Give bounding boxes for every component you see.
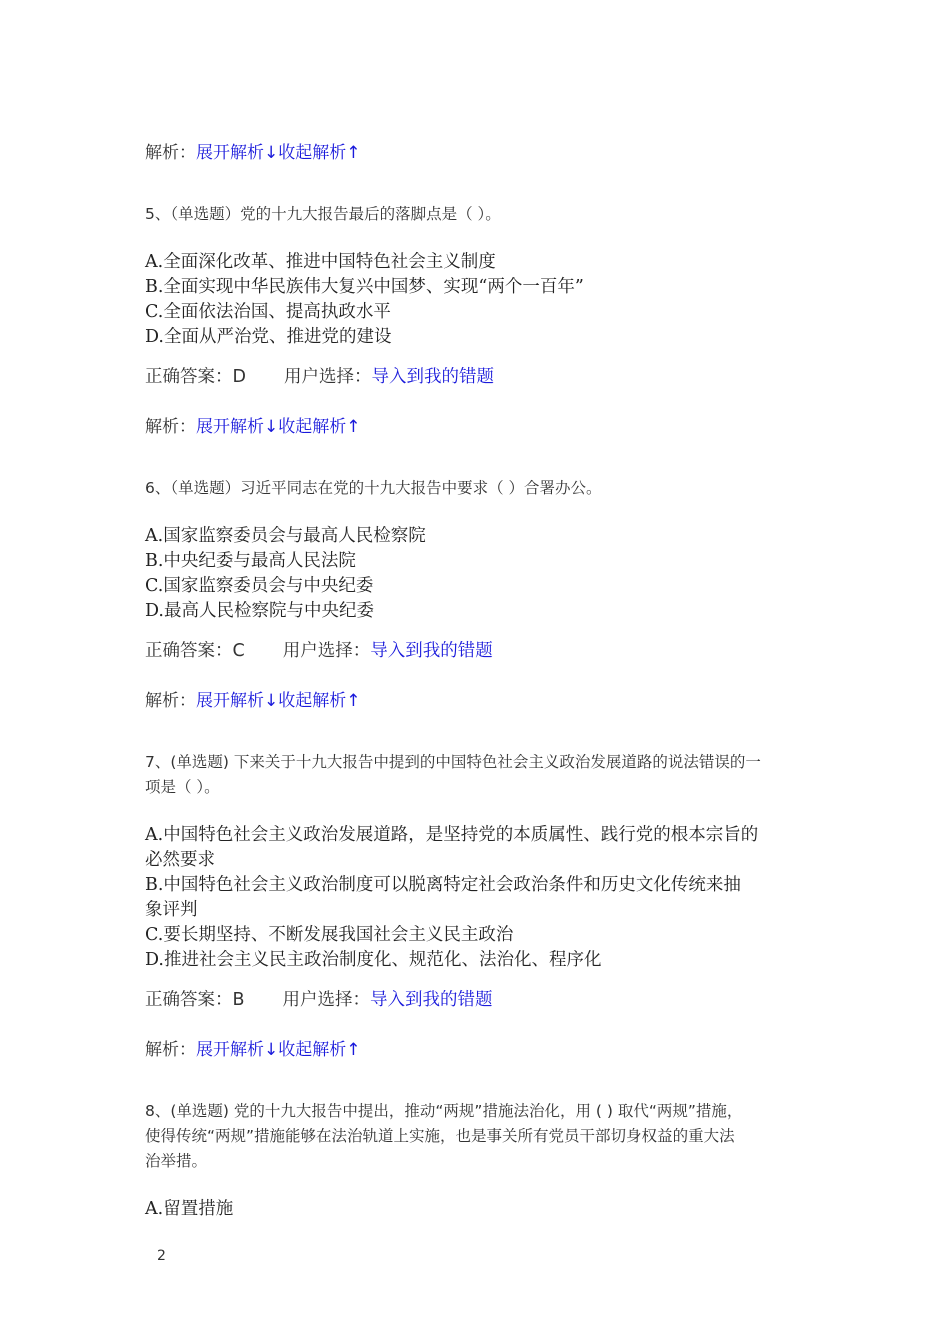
q5-answer-row	[145, 363, 494, 388]
question-7-title-line-2: 项是（ ）。	[145, 778, 220, 796]
analysis-row-q6	[145, 686, 361, 711]
q7-option-b-cont: 象评判	[145, 900, 198, 920]
q5-option-b: B.全面实现中华民族伟大复兴中国梦、实现“两个一百年”	[145, 277, 584, 297]
question-5-title: 5、（单选题）党的十九大报告最后的落脚点是（ ）。	[145, 205, 501, 223]
user-choice-label: 用户选择：	[282, 641, 371, 661]
question-6-title: 6、（单选题）习近平同志在党的十九大报告中要求（ ）合署办公。	[145, 479, 602, 497]
analysis-label: 解析：	[145, 417, 196, 437]
user-choice-label: 用户选择：	[283, 367, 372, 387]
correct-answer-value: B	[232, 990, 245, 1010]
page-number: 2	[157, 1248, 166, 1264]
correct-answer-label: 正确答案：	[145, 367, 233, 387]
question-8-title-line-3: 治举措。	[145, 1152, 208, 1170]
analysis-row-q7	[145, 1035, 361, 1060]
q6-option-d: D.最高人民检察院与中央纪委	[145, 601, 374, 621]
add-to-mistakes-link[interactable]: 导入到我的错题	[370, 990, 493, 1010]
q7-option-d: D.推进社会主义民主政治制度化、规范化、法治化、程序化	[145, 950, 602, 970]
q7-option-a-cont: 必然要求	[145, 850, 215, 870]
q6-option-c: C.国家监察委员会与中央纪委	[145, 576, 374, 596]
user-choice-label: 用户选择：	[282, 990, 371, 1010]
q6-option-b: B.中央纪委与最高人民法院	[145, 551, 356, 571]
expand-analysis-link[interactable]: 展开解析↓	[196, 691, 279, 711]
correct-answer-label: 正确答案：	[145, 641, 233, 661]
analysis-row-q5	[145, 412, 361, 437]
expand-analysis-link[interactable]: 展开解析↓	[196, 417, 279, 437]
add-to-mistakes-link[interactable]: 导入到我的错题	[371, 367, 494, 387]
q6-answer-row	[145, 637, 493, 662]
question-8-title-line-2: 使得传统“两规”措施能够在法治轨道上实施，也是事关所有党员干部切身权益的重大法	[145, 1127, 735, 1145]
analysis-label: 解析：	[145, 1040, 196, 1060]
q7-option-b: B.中国特色社会主义政治制度可以脱离特定社会政治条件和历史文化传统来抽	[145, 875, 741, 895]
q8-option-a: A.留置措施	[145, 1199, 234, 1219]
collapse-analysis-link[interactable]: 收起解析↑	[278, 691, 361, 711]
add-to-mistakes-link[interactable]: 导入到我的错题	[370, 641, 493, 661]
correct-answer-value: D	[232, 367, 246, 387]
q7-option-c: C.要长期坚持、不断发展我国社会主义民主政治	[145, 925, 514, 945]
analysis-row-q4	[145, 138, 361, 163]
q6-option-a: A.国家监察委员会与最高人民检察院	[145, 526, 426, 546]
q5-option-c: C.全面依法治国、提高执政水平	[145, 302, 391, 322]
collapse-analysis-link[interactable]: 收起解析↑	[278, 1040, 361, 1060]
question-8-title-line-1: 8、(单选题) 党的十九大报告中提出，推动“两规”措施法治化，用 ( ) 取代“两规”措施，	[145, 1102, 743, 1120]
expand-analysis-link[interactable]: 展开解析↓	[196, 143, 279, 163]
q5-option-a: A.全面深化改革、推进中国特色社会主义制度	[145, 252, 496, 272]
q7-answer-row	[145, 986, 493, 1011]
q5-option-d: D.全面从严治党、推进党的建设	[145, 327, 392, 347]
correct-answer-value: C	[232, 641, 245, 661]
expand-analysis-link[interactable]: 展开解析↓	[196, 1040, 279, 1060]
collapse-analysis-link[interactable]: 收起解析↑	[278, 143, 361, 163]
q7-option-a: A.中国特色社会主义政治发展道路，是坚持党的本质属性、践行党的根本宗旨的	[145, 825, 759, 845]
analysis-label: 解析：	[145, 691, 196, 711]
question-7-title-line-1: 7、(单选题) 下来关于十九大报告中提到的中国特色社会主义政治发展道路的说法错误的一	[145, 753, 761, 771]
collapse-analysis-link[interactable]: 收起解析↑	[278, 417, 361, 437]
correct-answer-label: 正确答案：	[145, 990, 233, 1010]
analysis-label: 解析：	[145, 143, 196, 163]
